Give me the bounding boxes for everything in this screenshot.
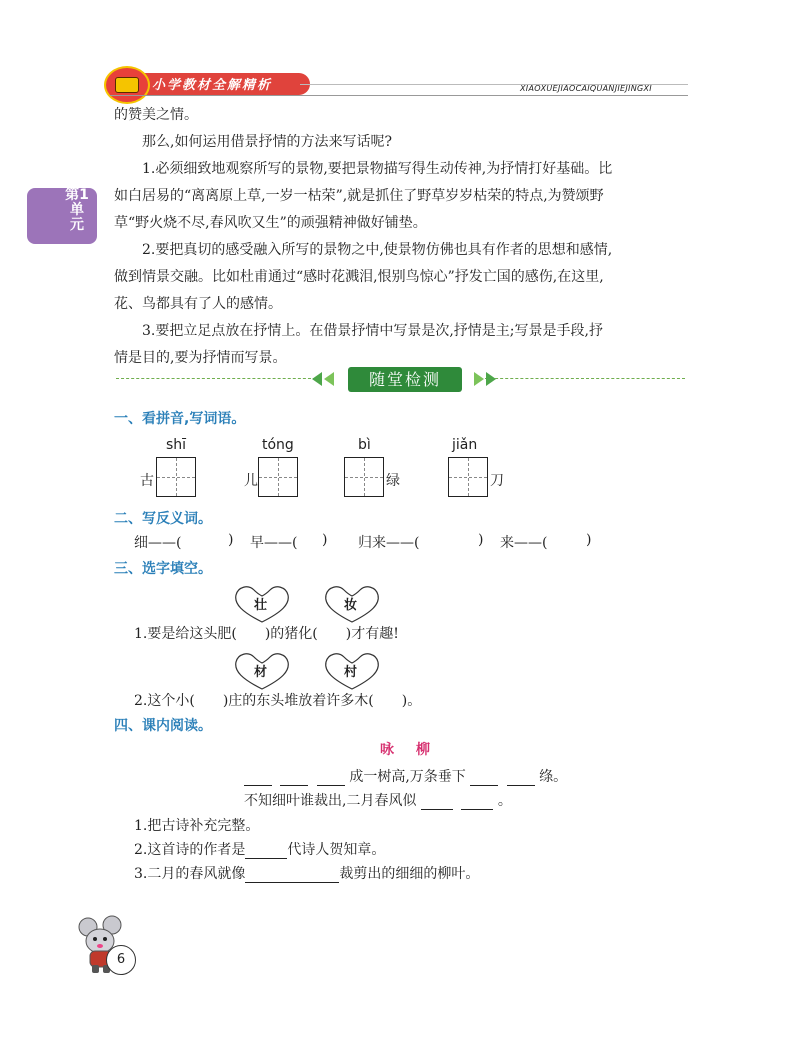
point-1-line-3: 草“野火烧不尽,春风吹又生”的顽强精神做好铺垫。 [114, 215, 427, 231]
point-3-line-1: 3.要把立足点放在抒情上。在借景抒情中写景是次,抒情是主;写景是手段,抒 [142, 323, 603, 339]
char-after-4: 刀 [490, 473, 504, 489]
antonym-2-prefix: 早——( [250, 535, 298, 551]
question-2-suffix: 代诗人贺知章。 [287, 842, 386, 858]
section-banner: 随堂检测 [348, 367, 462, 392]
header-series: XIAOXUEJIAOCAIQUANJIEJINGXI [520, 84, 652, 93]
poem-blank[interactable] [470, 771, 498, 786]
poem-blank[interactable] [244, 771, 272, 786]
section-3-heading: 三、选字填空。 [114, 561, 212, 577]
intro-question: 那么,如何运用借景抒情的方法来写话呢? [142, 134, 392, 150]
header-title: 小学教材全解精析 [152, 78, 273, 93]
reading-question-3 [134, 863, 479, 883]
poem-title: 咏柳 [380, 742, 452, 758]
section-4-heading: 四、课内阅读。 [114, 718, 212, 734]
point-2-line-3: 花、鸟都具有了人的感情。 [114, 296, 282, 312]
writing-box[interactable] [156, 457, 196, 497]
point-3-line-2: 情是目的,要为抒情而写景。 [114, 350, 287, 366]
arrow-right-icon [486, 372, 496, 386]
poem-line-1 [244, 766, 567, 786]
poem-line-2-start: 不知细叶谁裁出,二月春风似 [244, 793, 417, 809]
intro-text [114, 102, 690, 372]
intro-line: 的赞美之情。 [114, 107, 198, 123]
poem-line-1-end: 绦。 [539, 769, 568, 785]
poem-blank[interactable] [461, 795, 493, 810]
reading-question-2 [134, 839, 385, 859]
antonym-4-prefix: 来——( [500, 535, 548, 551]
poem-blank[interactable] [317, 771, 345, 786]
arrow-right-icon [474, 372, 484, 386]
heart-char-2: 妆 [344, 598, 358, 613]
antonym-3-prefix: 归来——( [358, 535, 420, 551]
pinyin-4: jiǎn [452, 437, 478, 453]
char-before-1: 古 [140, 473, 154, 489]
writing-box[interactable] [258, 457, 298, 497]
book-logo-icon [104, 66, 150, 104]
poem-line-2 [244, 790, 512, 810]
heart-char-3: 材 [254, 665, 268, 680]
pinyin-1: shī [166, 437, 187, 453]
reading-question-1: 1.把古诗补充完整。 [134, 818, 260, 834]
section-1-heading: 一、看拼音,写词语。 [114, 411, 246, 427]
answer-blank[interactable] [245, 868, 339, 883]
page-number: 6 [106, 945, 136, 975]
poem-line-1-middle: 成一树高,万条垂下 [349, 769, 466, 785]
poem-line-2-end: 。 [497, 793, 512, 809]
poem-blank[interactable] [421, 795, 453, 810]
question-3-prefix: 3.二月的春风就像 [134, 866, 246, 882]
question-3-suffix: 裁剪出的细细的柳叶。 [339, 866, 480, 882]
writing-box[interactable] [344, 457, 384, 497]
antonym-3-close[interactable]: ) [478, 532, 484, 548]
char-before-2: 儿 [244, 473, 258, 489]
header-rule [110, 95, 688, 96]
answer-blank[interactable] [245, 844, 287, 859]
arrow-left-icon [324, 372, 334, 386]
arrow-left-icon [312, 372, 322, 386]
antonym-1-prefix: 细——( [134, 535, 182, 551]
antonym-2-close[interactable]: ) [322, 532, 328, 548]
banner-dash-left [116, 378, 316, 379]
fill-question-1: 1.要是给这头肥( )的猪化( )才有趣! [134, 626, 399, 642]
pinyin-3: bì [358, 437, 371, 453]
antonym-1-close[interactable]: ) [228, 532, 234, 548]
antonym-4-close[interactable]: ) [586, 532, 592, 548]
question-2-prefix: 2.这首诗的作者是 [134, 842, 246, 858]
point-1-line-2: 如白居易的“离离原上草,一岁一枯荣”,就是抓住了野草岁岁枯荣的特点,为赞颂野 [114, 188, 604, 204]
point-1-line-1: 1.必须细致地观察所写的景物,要把景物描写得生动传神,为抒情打好基础。比 [142, 161, 613, 177]
heart-char-1: 壮 [254, 598, 268, 613]
pinyin-2: tóng [262, 437, 294, 453]
char-after-3: 绿 [386, 473, 400, 489]
fill-question-2: 2.这个小( )庄的东头堆放着许多木( )。 [134, 693, 422, 709]
heart-char-4: 村 [344, 665, 358, 680]
poem-blank[interactable] [507, 771, 535, 786]
banner-dash-right [485, 378, 685, 379]
writing-box[interactable] [448, 457, 488, 497]
point-2-line-1: 2.要把真切的感受融入所写的景物之中,使景物仿佛也具有作者的思想和感情, [142, 242, 613, 258]
point-2-line-2: 做到情景交融。比如杜甫通过“感时花溅泪,恨别鸟惊心”抒发亡国的感伤,在这里, [114, 269, 604, 285]
section-2-heading: 二、写反义词。 [114, 511, 212, 527]
unit-tab-label: 第1单元 [65, 187, 89, 233]
poem-blank[interactable] [280, 771, 308, 786]
